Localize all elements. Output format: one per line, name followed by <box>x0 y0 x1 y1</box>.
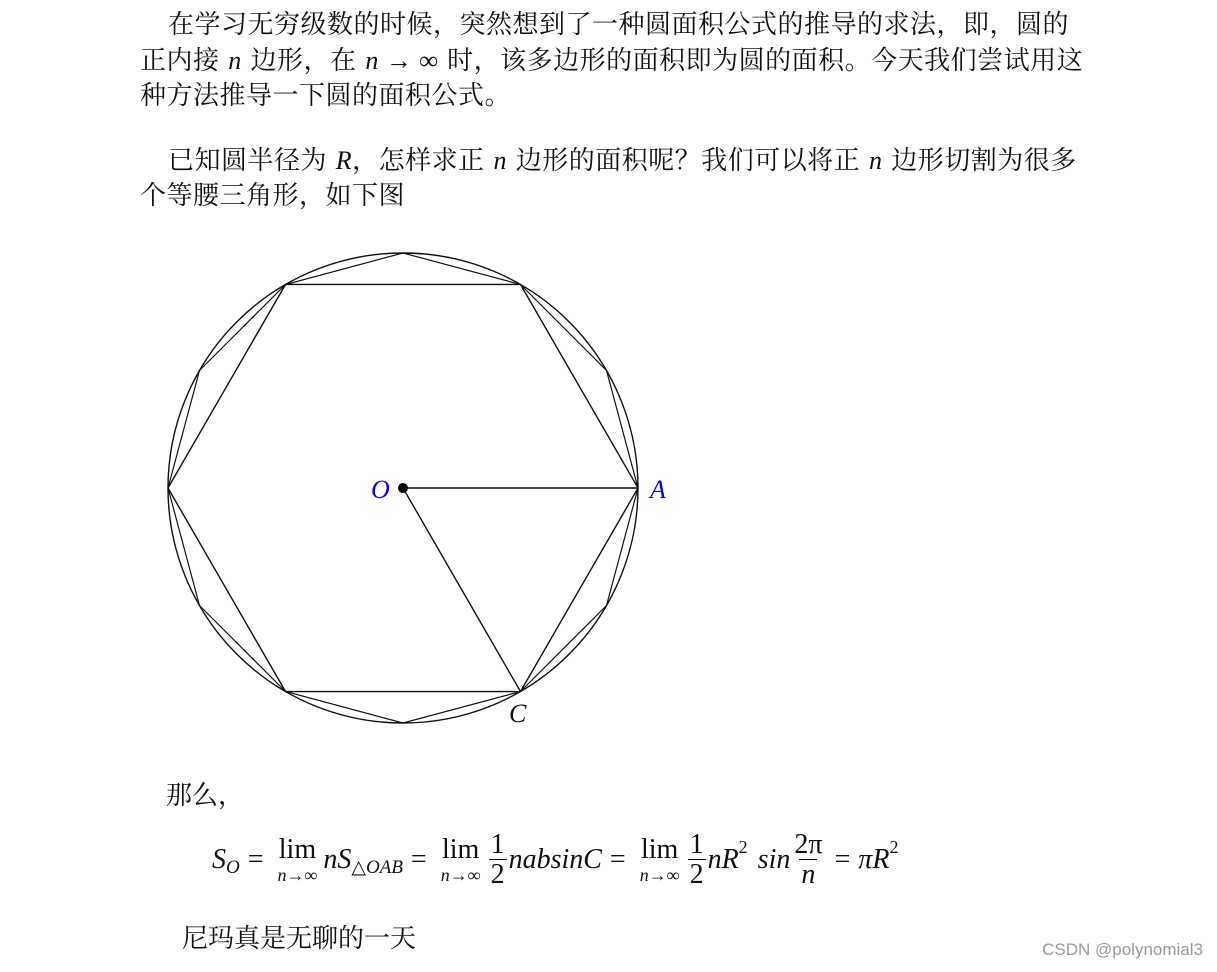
equals-sign: = <box>410 843 427 875</box>
then-label: 那么， <box>166 781 245 811</box>
term-n: n <box>323 843 338 875</box>
fraction-den: 2 <box>490 859 505 891</box>
var-n: n <box>493 146 507 175</box>
limit-expression: n → ∞ <box>365 46 439 75</box>
limit-operator <box>277 833 318 885</box>
lim-word: lim <box>441 833 480 865</box>
intro-text-lead: 在学习无穷级数的时候，突然想到了一种圆面积公式的推导的求法，即，圆的正内接 <box>140 10 1070 76</box>
exponent-2: 2 <box>738 837 748 858</box>
var-R: R <box>335 146 353 175</box>
exponent-2: 2 <box>889 837 899 858</box>
var-n: n <box>228 46 242 75</box>
fraction-num: 1 <box>689 829 704 860</box>
closing-line: 尼玛真是无聊的一天 <box>182 924 417 954</box>
fraction-den: 2 <box>689 859 704 891</box>
intro-paragraph <box>140 8 1095 114</box>
equals-sign: = <box>609 843 626 875</box>
label-c: C <box>509 699 527 728</box>
setup-text-mid1: ，怎样求正 <box>352 146 485 176</box>
term-absinc: nabsinC <box>508 843 602 875</box>
circle-polygon-diagram <box>140 230 700 750</box>
limit-operator <box>440 833 481 885</box>
fraction-num: 2π <box>794 829 823 860</box>
fraction-den: n <box>801 859 816 891</box>
lim-sub: n→∞ <box>639 864 680 885</box>
term-s: S <box>337 843 352 875</box>
sin-word: sin <box>757 843 791 875</box>
lim-sub: n→∞ <box>277 864 318 885</box>
label-a: A <box>650 475 666 504</box>
setup-text-tail: 边形切割为很多个等腰三角形，如下图 <box>140 146 1077 211</box>
formula-s: S <box>212 843 226 875</box>
equals-sign: = <box>247 843 264 875</box>
setup-text-mid2: 边形的面积呢？我们可以将正 <box>515 146 861 176</box>
formula-s-sub: O <box>226 856 240 878</box>
result-pi-r: πR <box>858 843 890 875</box>
fraction-half <box>489 830 507 890</box>
label-o: O <box>371 475 390 504</box>
triangle-sub: △OAB <box>351 857 403 879</box>
lim-word: lim <box>640 833 679 865</box>
var-n: n <box>869 146 883 175</box>
area-formula <box>212 830 898 890</box>
equals-sign: = <box>834 843 851 875</box>
fraction-half <box>688 830 706 890</box>
term-nr: nR <box>707 843 739 875</box>
setup-text-lead: 已知圆半径为 <box>168 146 328 176</box>
limit-operator <box>639 833 680 885</box>
setup-paragraph <box>140 143 1095 214</box>
intro-text-tail: 时，该多边形的面积即为圆的面积。今天我们尝试用这种方法推导一下圆的面积公式。 <box>140 46 1084 111</box>
center-point <box>398 483 408 493</box>
fraction-2pi-n <box>792 830 824 890</box>
intro-text-mid: 边形，在 <box>250 46 357 76</box>
lim-sub: n→∞ <box>440 864 481 885</box>
csdn-watermark: CSDN @polynomial3 <box>1042 940 1203 959</box>
lim-word: lim <box>278 833 317 865</box>
segment-oc <box>403 488 521 692</box>
fraction-num: 1 <box>490 829 505 860</box>
